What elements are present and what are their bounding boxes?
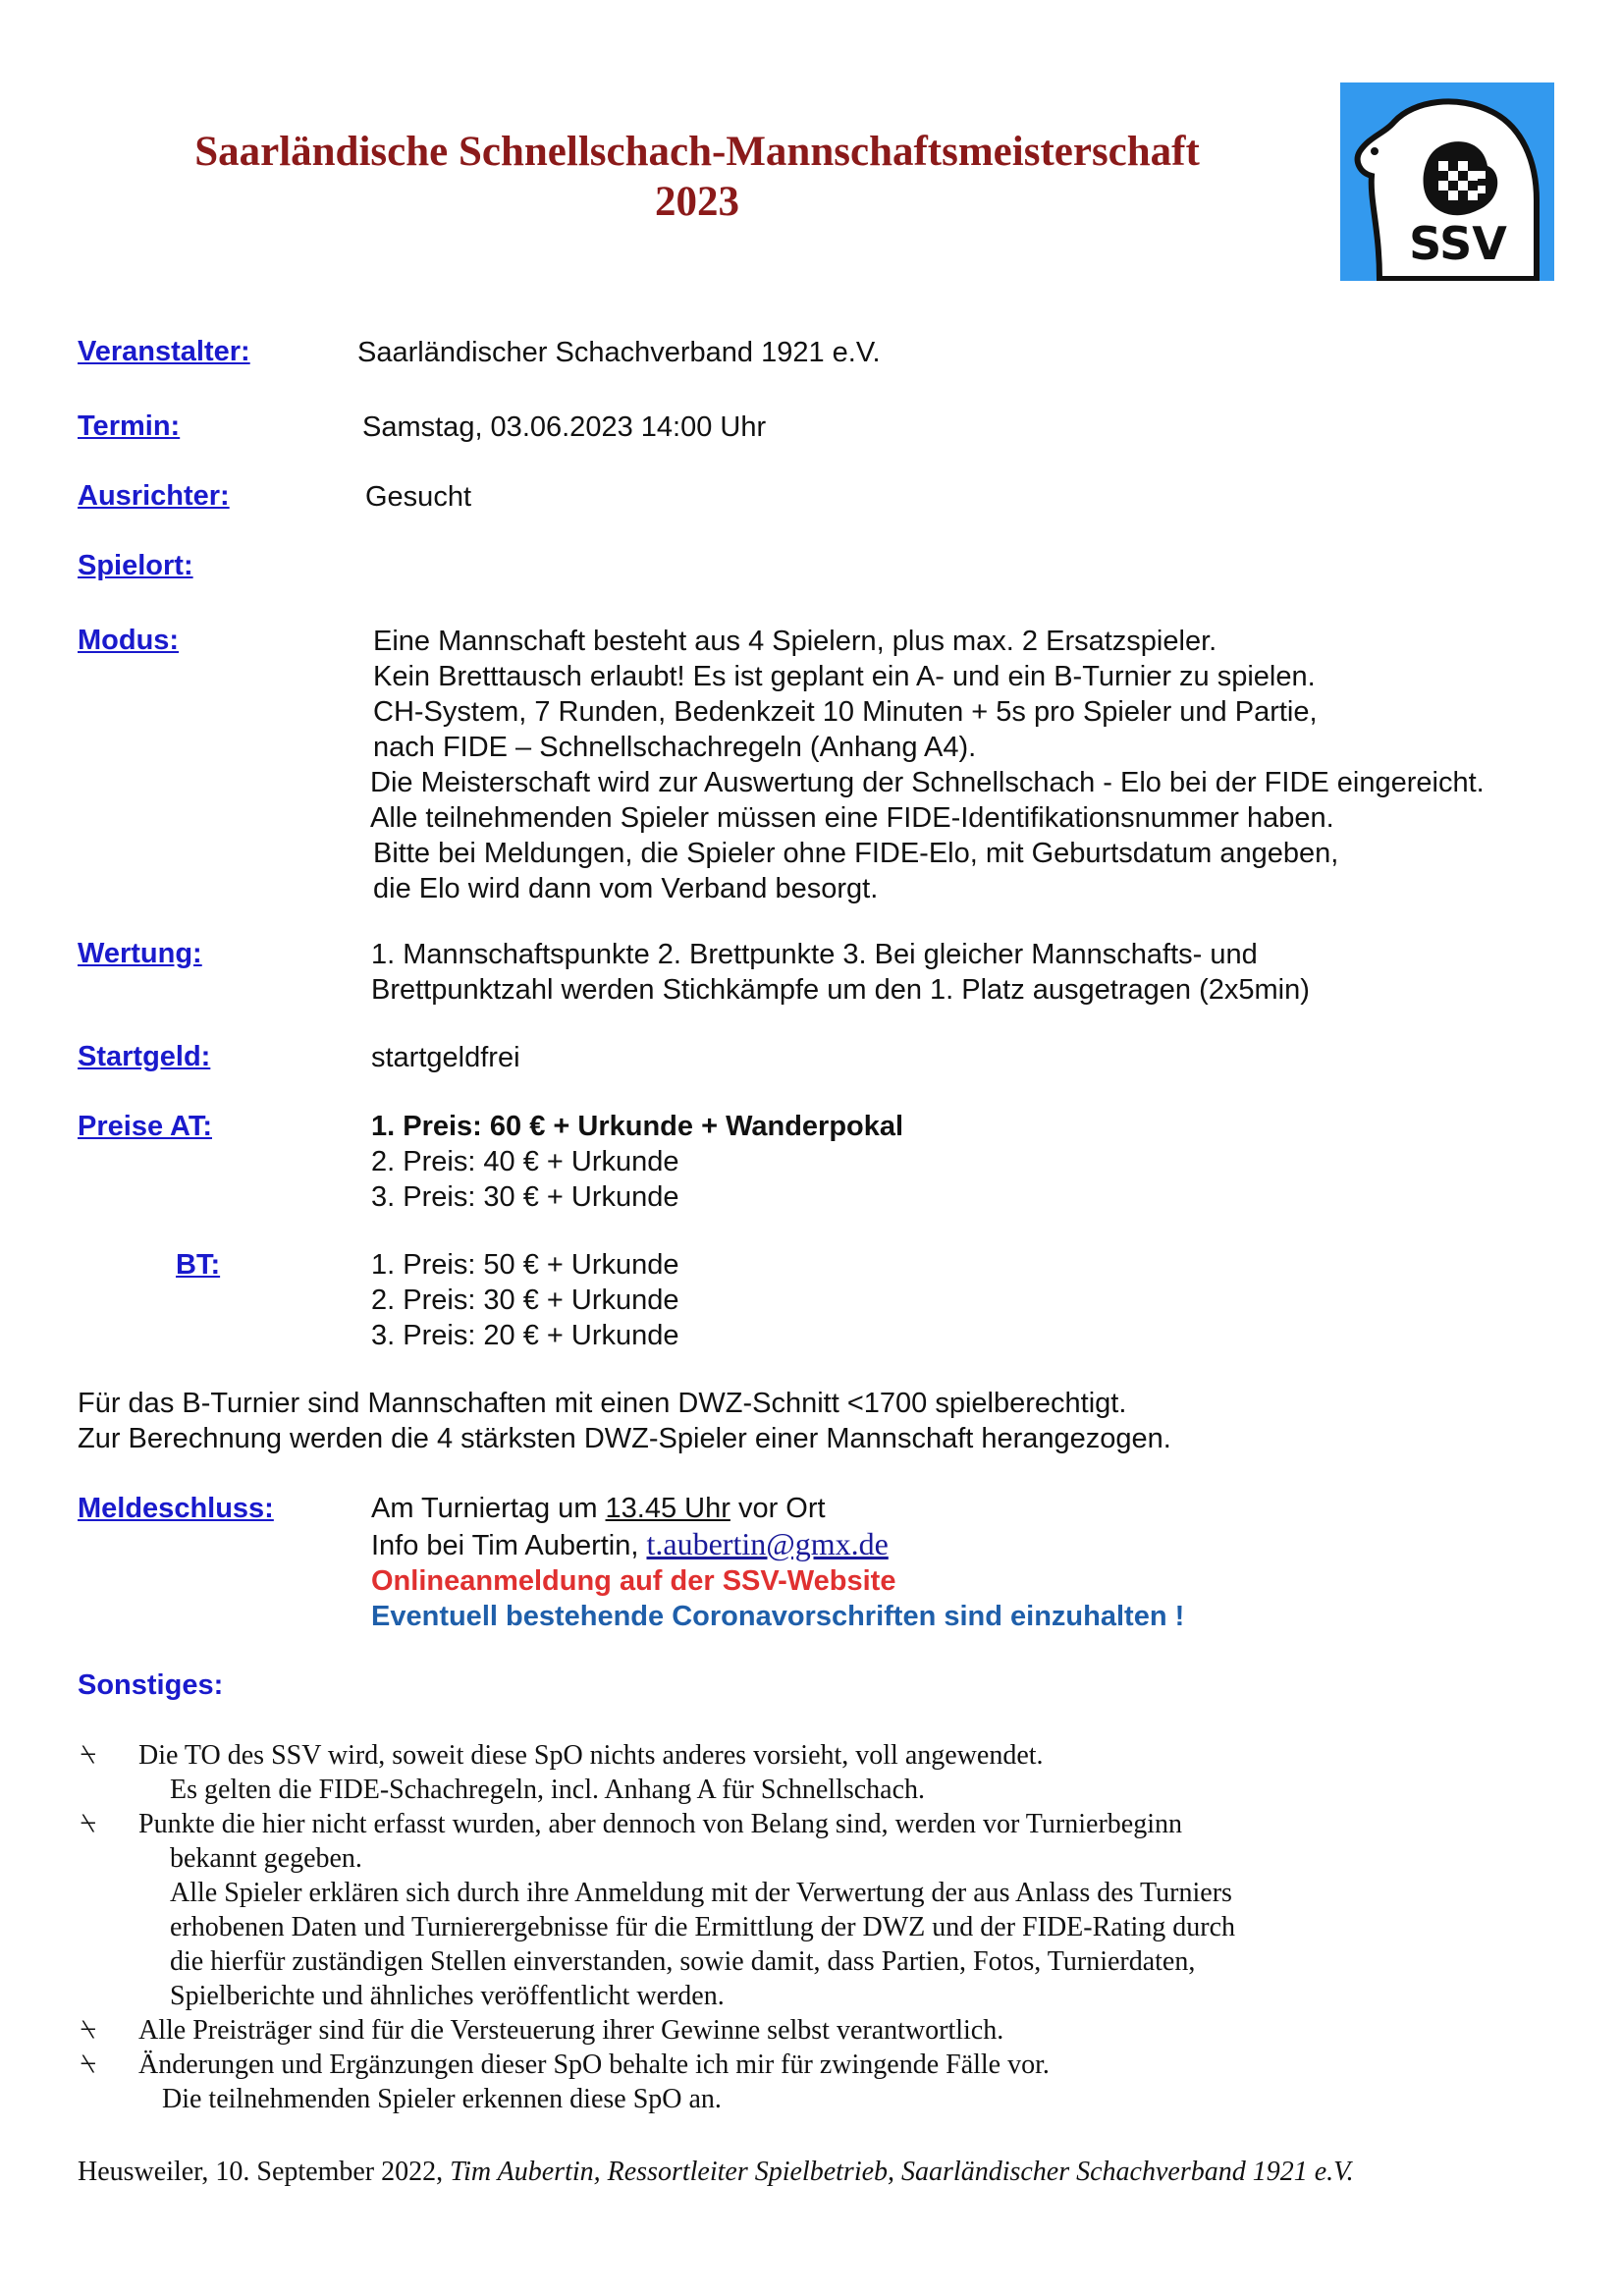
preise-at-list bbox=[371, 1109, 903, 1215]
list-item: ⍀ Punkte die hier nicht erfasst wurden, aber dennoch von Belang sind, werden vor Turnierbeginn bekannt gegeben. Alle Spieler erklären sich durch ihre Anmeldung mit der Verwertung der aus Anlass des Turniers erhobenen Daten und Turnierergebnisse für die Ermittlung der DWZ und der FIDE-Rating durch die hierfür zuständigen Stellen einverstanden, sowie damit, dass Partien, Fotos, Turnierdaten, Spielberichte und ähnliches veröffentlicht werden. bbox=[81, 1809, 1235, 2011]
modus-label: Modus: bbox=[78, 625, 180, 656]
prize-line: 1. Preis: 60 € + Urkunde + Wanderpokal bbox=[371, 1111, 904, 1142]
termin-value: Samstag, 03.06.2023 14:00 Uhr bbox=[362, 411, 767, 443]
bturnier-note bbox=[78, 1386, 1171, 1456]
preise-at-label: Preise AT: bbox=[78, 1111, 212, 1142]
note-line: Zur Berechnung werden die 4 stärksten DWZ-Spieler einer Mannschaft herangezogen. bbox=[78, 1423, 1171, 1454]
modus-line: Bitte bei Meldungen, die Spieler ohne FIDE-Elo, mit Geburtsdatum angeben, bbox=[373, 838, 1339, 869]
preise-bt-list bbox=[371, 1247, 679, 1353]
preise-bt-label: BT: bbox=[176, 1249, 221, 1281]
sonstiges-label: Sonstiges: bbox=[78, 1669, 224, 1701]
email-link[interactable]: t.aubertin@gmx.de bbox=[646, 1526, 889, 1561]
startgeld-value: startgeldfrei bbox=[371, 1042, 520, 1073]
wertung-label: Wertung: bbox=[78, 938, 202, 969]
signature: Tim Aubertin, Ressortleiter Spielbetrieb, Saarländischer Schachverband 1921 e.V. bbox=[450, 2157, 1354, 2187]
modus-text bbox=[370, 624, 1485, 906]
modus-line: Eine Mannschaft besteht aus 4 Spielern, plus max. 2 Ersatzspieler. bbox=[373, 626, 1217, 657]
startgeld-label: Startgeld: bbox=[78, 1041, 211, 1072]
veranstalter-label: Veranstalter: bbox=[78, 336, 250, 367]
meldeschluss-line-1: Am Turniertag um 13.45 Uhr vor Ort bbox=[371, 1493, 826, 1524]
corona-note: Eventuell bestehende Coronavorschriften sind einzuhalten ! bbox=[371, 1601, 1185, 1632]
bullet-icon: ⍀ bbox=[81, 2050, 96, 2079]
modus-line: die Elo wird dann vom Verband besorgt. bbox=[373, 873, 879, 904]
modus-line: Kein Bretttausch erlaubt! Es ist geplant ein A- und ein B-Turnier zu spielen. bbox=[373, 661, 1316, 692]
deadline-time: 13.45 Uhr bbox=[605, 1493, 730, 1524]
modus-line: nach FIDE – Schnellschachregeln (Anhang A4). bbox=[373, 732, 977, 763]
ausrichter-label: Ausrichter: bbox=[78, 480, 230, 512]
online-registration-note: Onlineanmeldung auf der SSV-Website bbox=[371, 1565, 896, 1597]
prize-line: 3. Preis: 20 € + Urkunde bbox=[371, 1320, 679, 1351]
prize-line: 3. Preis: 30 € + Urkunde bbox=[371, 1181, 679, 1213]
bullet-icon: ⍀ bbox=[81, 2015, 96, 2045]
meldeschluss-line-2: Info bei Tim Aubertin, t.aubertin@gmx.de bbox=[371, 1526, 889, 1561]
termin-label: Termin: bbox=[78, 410, 181, 442]
page-title bbox=[98, 128, 1296, 226]
sonstiges-list bbox=[78, 1738, 1235, 2116]
title-line-1: Saarländische Schnellschach-Mannschaftsmeisterschaft bbox=[194, 129, 1200, 175]
prize-line: 2. Preis: 30 € + Urkunde bbox=[371, 1285, 679, 1316]
list-item: ⍀ Änderungen und Ergänzungen dieser SpO behalte ich mir für zwingende Fälle vor. Die teilnehmenden Spieler erkennen diese SpO an. bbox=[81, 2050, 1050, 2114]
list-item: ⍀ Alle Preisträger sind für die Versteuerung ihrer Gewinne selbst verantwortlich. bbox=[81, 2015, 1004, 2046]
footer-signature-line bbox=[78, 2155, 1354, 2189]
wertung-line: Brettpunktzahl werden Stichkämpfe um den 1. Platz ausgetragen (2x5min) bbox=[371, 974, 1310, 1006]
note-line: Für das B-Turnier sind Mannschaften mit einen DWZ-Schnitt <1700 spielberechtigt. bbox=[78, 1388, 1127, 1419]
spielort-label: Spielort: bbox=[78, 550, 193, 581]
place-date: Heusweiler, 10. September 2022, bbox=[78, 2157, 451, 2187]
knight-logo-icon bbox=[1340, 82, 1554, 281]
wertung-text bbox=[371, 937, 1310, 1008]
ssv-logo bbox=[1340, 82, 1554, 281]
prize-line: 1. Preis: 50 € + Urkunde bbox=[371, 1249, 679, 1281]
bullet-icon: ⍀ bbox=[81, 1809, 96, 1838]
veranstalter-value: Saarländischer Schachverband 1921 e.V. bbox=[357, 337, 881, 368]
title-line-2: 2023 bbox=[655, 179, 739, 225]
prize-line: 2. Preis: 40 € + Urkunde bbox=[371, 1146, 679, 1177]
svg-text:SSV: SSV bbox=[1409, 217, 1507, 270]
modus-line: Alle teilnehmenden Spieler müssen eine FIDE-Identifikationsnummer haben. bbox=[370, 802, 1334, 834]
modus-line: CH-System, 7 Runden, Bedenkzeit 10 Minuten + 5s pro Spieler und Partie, bbox=[373, 696, 1318, 728]
wertung-line: 1. Mannschaftspunkte 2. Brettpunkte 3. Bei gleicher Mannschafts- und bbox=[371, 939, 1258, 970]
meldeschluss-label: Meldeschluss: bbox=[78, 1493, 274, 1524]
bullet-icon: ⍀ bbox=[81, 1740, 96, 1770]
ausrichter-value: Gesucht bbox=[365, 481, 471, 513]
modus-line: Die Meisterschaft wird zur Auswertung der Schnellschach - Elo bei der FIDE eingereicht. bbox=[370, 767, 1485, 798]
list-item: ⍀ Die TO des SSV wird, soweit diese SpO nichts anderes vorsieht, voll angewendet. Es gelten die FIDE-Schachregeln, incl. Anhang A für Schnellschach. bbox=[81, 1740, 1044, 1805]
meldeschluss-text bbox=[371, 1491, 1184, 1634]
